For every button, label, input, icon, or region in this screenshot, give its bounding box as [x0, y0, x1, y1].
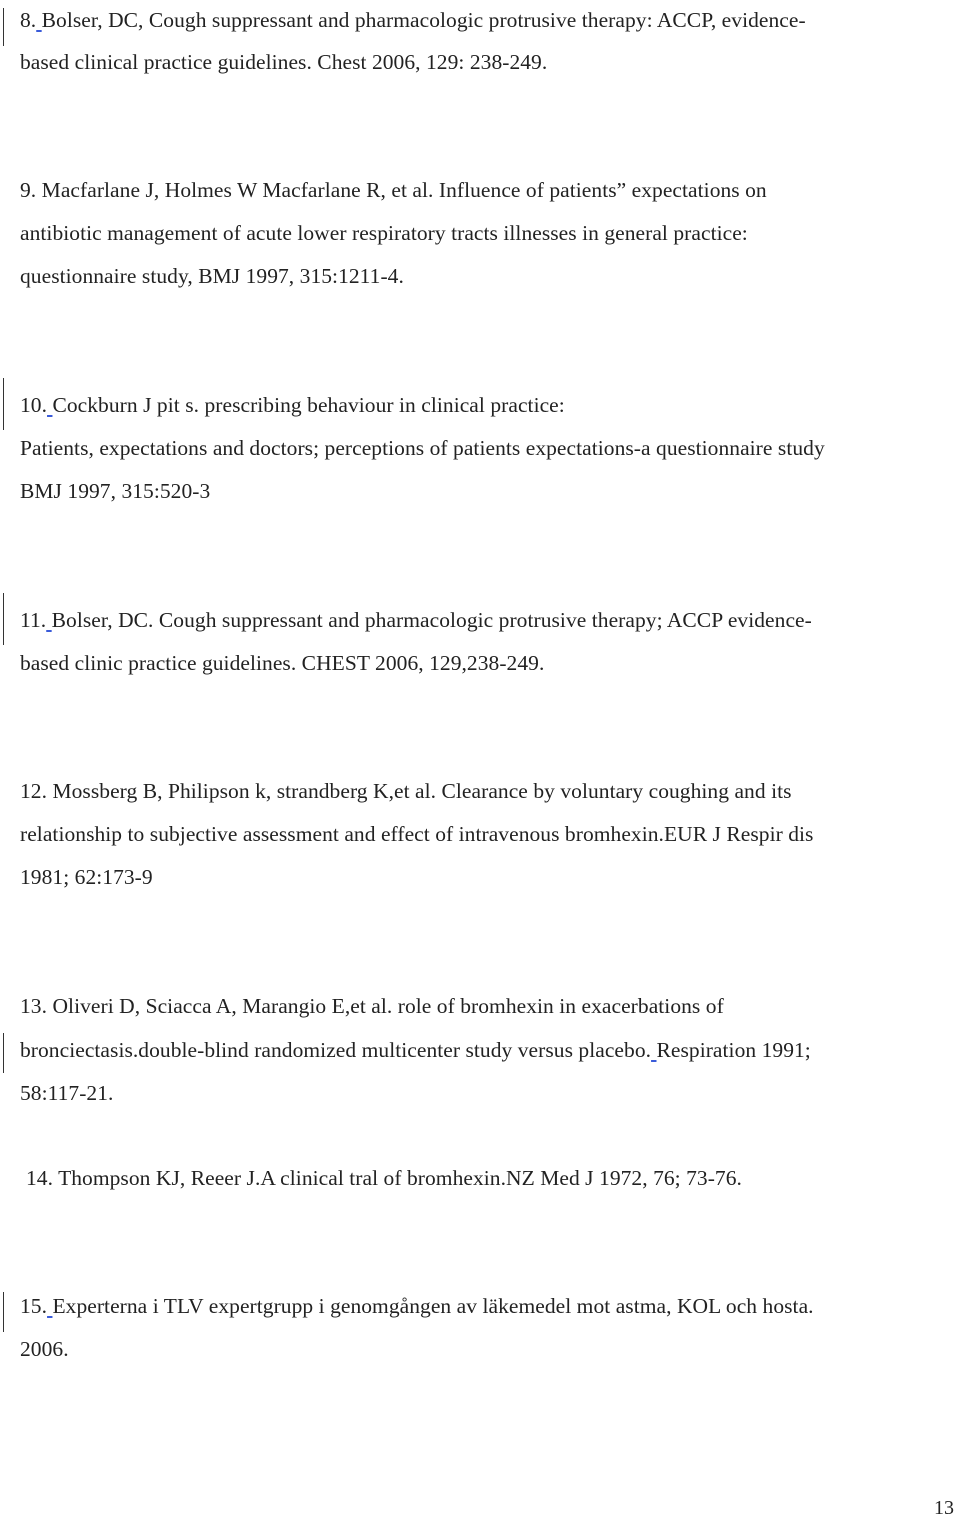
reference-15-line-1 [20, 1292, 814, 1320]
reference-text: Bolser, DC. Cough suppressant and pharmacologic protrusive therapy; ACCP evidence- [51, 608, 812, 632]
reference-number: 9. [20, 178, 37, 202]
reference-10-line-2 [20, 434, 825, 462]
reference-text: 58:117-21. [20, 1081, 114, 1105]
reference-text: Thompson KJ, Reeer J.A clinical tral of bromhexin.NZ Med J 1972, 76; 73-76. [58, 1166, 742, 1190]
reference-9-line-2 [20, 219, 748, 247]
reference-9-line-1 [20, 176, 767, 204]
reference-text: Bolser, DC, Cough suppressant and pharmacologic protrusive therapy: ACCP, evidence- [41, 8, 806, 32]
reference-12-line-1 [20, 777, 792, 805]
reference-text: Patients, expectations and doctors; perceptions of patients expectations-a questionnaire study [20, 436, 825, 460]
reference-text: based clinic practice guidelines. CHEST 2006, 129,238-249. [20, 651, 545, 675]
reference-10-line-3 [20, 477, 210, 505]
change-bar [3, 1292, 4, 1332]
change-bar [3, 8, 4, 46]
reference-12-line-2 [20, 820, 813, 848]
reference-text: Experterna i TLV expertgrupp i genomgången av läkemedel mot astma, KOL och hosta. [52, 1294, 814, 1318]
reference-number: 13. [20, 994, 48, 1018]
reference-number: 10. [20, 393, 48, 417]
reference-number: 8. [20, 8, 37, 32]
reference-11-line-1 [20, 606, 812, 634]
reference-text: based clinical practice guidelines. Chest 2006, 129: 238-249. [20, 50, 548, 74]
reference-8-line-1 [20, 6, 806, 34]
reference-8-line-2 [20, 48, 547, 76]
reference-14-line-1 [26, 1164, 742, 1192]
reference-12-line-3 [20, 863, 153, 891]
reference-text: 1981; 62:173-9 [20, 865, 153, 889]
reference-text: 2006. [20, 1337, 69, 1361]
reference-13-line-1 [20, 992, 724, 1020]
reference-text: Mossberg B, Philipson k, strandberg K,et al. Clearance by voluntary coughing and its [52, 779, 792, 803]
reference-number: 14. [26, 1166, 54, 1190]
page-number: 13 [934, 1497, 954, 1519]
reference-10-line-1 [20, 391, 565, 419]
reference-text: Cockburn J pit s. prescribing behaviour in clinical practice: [52, 393, 565, 417]
reference-9-line-3 [20, 262, 404, 290]
reference-number: 11. [20, 608, 47, 632]
reference-text: Respiration 1991; [656, 1038, 811, 1062]
reference-text: relationship to subjective assessment and effect of intravenous bromhexin.EUR J Respir dis [20, 822, 814, 846]
change-bar [3, 593, 4, 645]
reference-number: 12. [20, 779, 48, 803]
reference-number: 15. [20, 1294, 48, 1318]
reference-text: antibiotic management of acute lower respiratory tracts illnesses in general practice: [20, 221, 748, 245]
change-bar [3, 1033, 4, 1073]
reference-13-line-2 [20, 1036, 811, 1064]
reference-13-line-3 [20, 1079, 113, 1107]
reference-text: Oliveri D, Sciacca A, Marangio E,et al. role of bromhexin in exacerbations of [52, 994, 724, 1018]
reference-11-line-2 [20, 649, 544, 677]
reference-15-line-2 [20, 1335, 69, 1363]
reference-text: bronciectasis.double-blind randomized multicenter study versus placebo. [20, 1038, 652, 1062]
change-bar [3, 378, 4, 430]
reference-text: Macfarlane J, Holmes W Macfarlane R, et al. Influence of patients” expectations on [41, 178, 767, 202]
reference-text: questionnaire study, BMJ 1997, 315:1211-4. [20, 264, 404, 288]
reference-text: BMJ 1997, 315:520-3 [20, 479, 211, 503]
